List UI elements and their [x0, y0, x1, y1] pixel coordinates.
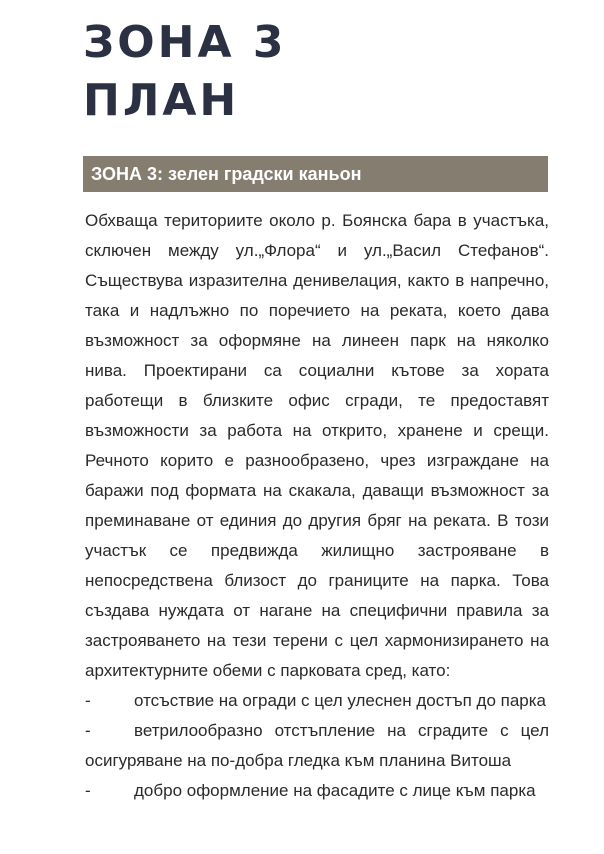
section-banner: ЗОНА 3: зелен градски каньон — [83, 156, 548, 192]
description-paragraph: Обхваща териториите около р. Боянска бара в участъка, сключен между ул.„Флора“ и ул.„Васил Стефанов“. Съществува изразителна денивелация, както в напречно, така и надлъжно по поречието на реката, което дава възможност за оформяне на линеен парк на няколко нива. Проектирани са социални кътове за хората работещи в близките офис сгради, те предоставят възможности за работа на открито, хранене и срещи. Речното корито е разнообразено, чрез изграждане на баражи под формата на скакала, даващи възможност за преминаване от единия до другия бряг на реката. В този участък се предвижда жилищно застрояване в непосредствена близост до границите на парка. Това създава нуждата от нагане на специфични правила за застрояването на тези терени с цел хармонизирането на архитектурните обеми с парковата сред, като: — [85, 211, 549, 680]
page-title — [83, 14, 286, 130]
list-item — [85, 776, 549, 806]
list-item — [85, 716, 549, 776]
rules-list — [85, 686, 549, 806]
list-item-text: добро оформление на фасадите с лице към парка — [134, 781, 536, 800]
list-item — [85, 686, 549, 716]
bullet-dash: - — [85, 781, 91, 800]
title-line-2: ПЛАН — [83, 75, 240, 126]
title-line-1: ЗОНА 3 — [83, 17, 287, 68]
bullet-dash: - — [85, 721, 91, 740]
list-item-text: отсъствие на огради с цел улеснен достъп до парка — [134, 691, 547, 710]
bullet-dash: - — [85, 691, 91, 710]
section-body — [85, 206, 549, 806]
list-item-text: ветрилообразно отстъпление на сградите с цел осигуряване на по-добра гледка към планина Витоша — [85, 721, 549, 770]
